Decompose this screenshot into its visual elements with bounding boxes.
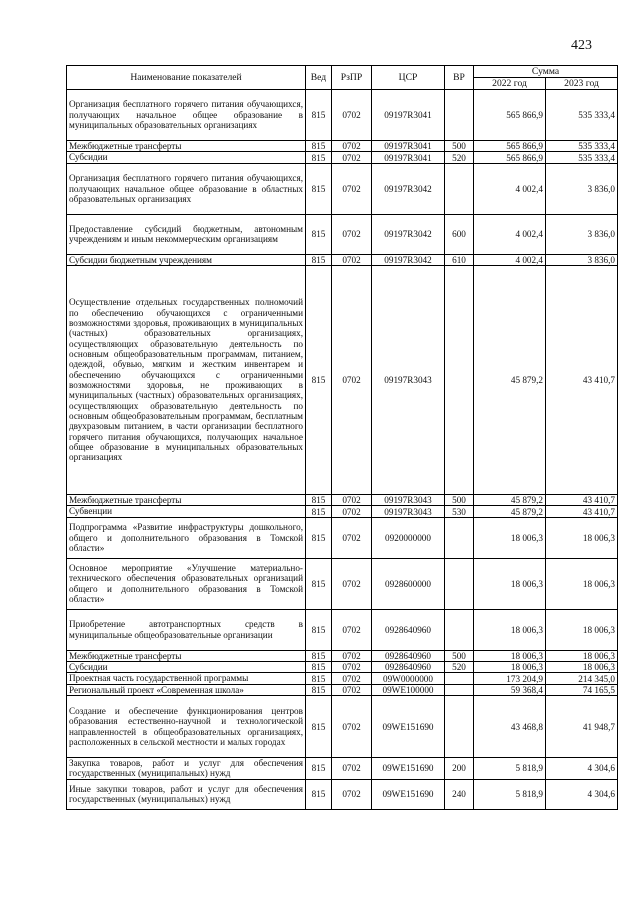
row-csr-cell: 09W0000000: [372, 673, 445, 684]
row-vr-cell: 520: [445, 662, 474, 673]
row-amount-2022: 5 818,9: [474, 779, 546, 809]
row-ved-cell: 815: [306, 758, 332, 780]
row-amount-2022: 43 468,8: [474, 696, 546, 758]
table-row: [67, 141, 618, 152]
row-amount-2022: 18 006,3: [474, 558, 546, 609]
row-vr-cell: 200: [445, 758, 474, 780]
row-vr-cell: 610: [445, 254, 474, 265]
row-rzpr-cell: 0702: [332, 506, 372, 517]
row-csr-cell: 09197R3042: [372, 254, 445, 265]
row-vr-cell: [445, 90, 474, 141]
row-name-cell: Субсидии бюджетным учреждениям: [67, 254, 306, 265]
row-amount-2022: 45 879,2: [474, 495, 546, 506]
row-ved-cell: 815: [306, 214, 332, 254]
row-name-cell: Предоставление субсидий бюджетным, автономным учреждениям и иным некоммерческим организациям: [67, 214, 306, 254]
header-rzpr: РзПР: [332, 66, 372, 90]
row-vr-cell: 500: [445, 495, 474, 506]
row-csr-cell: 09197R3043: [372, 266, 445, 495]
row-csr-cell: 0920000000: [372, 517, 445, 558]
table-row: [67, 266, 618, 495]
row-amount-2022: 45 879,2: [474, 266, 546, 495]
row-ved-cell: 815: [306, 650, 332, 661]
row-vr-cell: 600: [445, 214, 474, 254]
header-name: Наименование показателей: [67, 66, 306, 90]
row-csr-cell: 0928600000: [372, 558, 445, 609]
row-ved-cell: 815: [306, 662, 332, 673]
header-year-2023: 2023 год: [546, 78, 618, 90]
row-name-cell: Региональный проект «Современная школа»: [67, 684, 306, 695]
row-amount-2022: 45 879,2: [474, 506, 546, 517]
row-csr-cell: 09WE151690: [372, 758, 445, 780]
row-name-cell: Основное мероприятие «Улучшение материально-технического обеспечения образовательных организаций общего и дополнительного образования в Томской области»: [67, 558, 306, 609]
row-name-cell: Проектная часть государственной программы: [67, 673, 306, 684]
header-csr: ЦСР: [372, 66, 445, 90]
row-amount-2023: 18 006,3: [546, 650, 618, 661]
row-rzpr-cell: 0702: [332, 90, 372, 141]
row-amount-2023: 43 410,7: [546, 506, 618, 517]
row-csr-cell: 09197R3041: [372, 90, 445, 141]
row-amount-2023: 535 333,4: [546, 152, 618, 163]
row-csr-cell: 09WE100000: [372, 684, 445, 695]
row-amount-2022: 565 866,9: [474, 152, 546, 163]
row-amount-2022: 4 002,4: [474, 163, 546, 214]
row-ved-cell: 815: [306, 266, 332, 495]
budget-table: [66, 65, 618, 810]
row-ved-cell: 815: [306, 152, 332, 163]
row-amount-2022: 4 002,4: [474, 214, 546, 254]
table-row: [67, 758, 618, 780]
table-row: [67, 495, 618, 506]
row-name-cell: Межбюджетные трансферты: [67, 650, 306, 661]
row-vr-cell: 500: [445, 141, 474, 152]
row-csr-cell: 0928640960: [372, 650, 445, 661]
table-row: [67, 673, 618, 684]
row-amount-2023: 4 304,6: [546, 758, 618, 780]
row-ved-cell: 815: [306, 254, 332, 265]
table-row: [67, 779, 618, 809]
row-vr-cell: [445, 684, 474, 695]
row-rzpr-cell: 0702: [332, 517, 372, 558]
row-rzpr-cell: 0702: [332, 141, 372, 152]
header-vr: ВР: [445, 66, 474, 90]
row-rzpr-cell: 0702: [332, 609, 372, 650]
row-rzpr-cell: 0702: [332, 779, 372, 809]
table-row: [67, 696, 618, 758]
row-name-cell: Субвенции: [67, 506, 306, 517]
row-vr-cell: [445, 266, 474, 495]
row-rzpr-cell: 0702: [332, 495, 372, 506]
row-name-cell: Межбюджетные трансферты: [67, 141, 306, 152]
row-csr-cell: 09WE151690: [372, 696, 445, 758]
row-csr-cell: 09197R3043: [372, 495, 445, 506]
table-row: [67, 517, 618, 558]
row-amount-2023: 18 006,3: [546, 517, 618, 558]
row-rzpr-cell: 0702: [332, 650, 372, 661]
row-name-cell: Организация бесплатного горячего питания обучающихся, получающих начальное общее образование в муниципальных образовательных организациях: [67, 90, 306, 141]
row-amount-2023: 3 836,0: [546, 254, 618, 265]
table-row: [67, 684, 618, 695]
row-amount-2022: 565 866,9: [474, 141, 546, 152]
row-amount-2023: 18 006,3: [546, 558, 618, 609]
page-number: 423: [571, 38, 592, 53]
row-ved-cell: 815: [306, 495, 332, 506]
row-ved-cell: 815: [306, 609, 332, 650]
row-amount-2023: 74 165,5: [546, 684, 618, 695]
row-name-cell: Осуществление отдельных государственных полномочий по обеспечению обучающихся с ограниченными возможностями здоровья, проживающих в муниципальных (частных) образовательных организациях, осуществляющих образовательную деятельность по основным общеобразовательным программам, питанием, одеждой, обувью, мягким и жестким инвентарем и обеспечению обучающихся с ограниченными возможностями здоровья, не проживающих в муниципальных (частных) образовательных организациях, осуществляющих образовательную деятельность по основным общеобразовательным программам, бесплатным двухразовым питанием, в части организации бесплатного горячего питания обучающихся, получающих начальное общее образование в муниципальных образовательных организациях: [67, 266, 306, 495]
row-name-cell: Субсидии: [67, 662, 306, 673]
header-year-2022: 2022 год: [474, 78, 546, 90]
row-amount-2023: 214 345,0: [546, 673, 618, 684]
row-vr-cell: 500: [445, 650, 474, 661]
row-amount-2023: 41 948,7: [546, 696, 618, 758]
row-rzpr-cell: 0702: [332, 163, 372, 214]
row-name-cell: Субсидии: [67, 152, 306, 163]
row-rzpr-cell: 0702: [332, 214, 372, 254]
row-ved-cell: 815: [306, 163, 332, 214]
table-row: [67, 254, 618, 265]
table-row: [67, 214, 618, 254]
row-rzpr-cell: 0702: [332, 152, 372, 163]
row-name-cell: Создание и обеспечение функционирования центров образования естественно-научной и технологической направленностей в общеобразовательных организациях, расположенных в сельской местности и малых городах: [67, 696, 306, 758]
row-rzpr-cell: 0702: [332, 662, 372, 673]
row-name-cell: Закупка товаров, работ и услуг для обеспечения государственных (муниципальных) нужд: [67, 758, 306, 780]
row-amount-2023: 43 410,7: [546, 266, 618, 495]
row-vr-cell: [445, 696, 474, 758]
row-amount-2022: 59 368,4: [474, 684, 546, 695]
row-ved-cell: 815: [306, 779, 332, 809]
row-rzpr-cell: 0702: [332, 758, 372, 780]
row-csr-cell: 09197R3042: [372, 214, 445, 254]
row-vr-cell: 520: [445, 152, 474, 163]
row-amount-2023: 4 304,6: [546, 779, 618, 809]
row-rzpr-cell: 0702: [332, 696, 372, 758]
row-amount-2022: 18 006,3: [474, 662, 546, 673]
row-vr-cell: [445, 558, 474, 609]
row-vr-cell: [445, 609, 474, 650]
row-name-cell: Приобретение автотранспортных средств в муниципальные общеобразовательные организации: [67, 609, 306, 650]
row-vr-cell: 530: [445, 506, 474, 517]
row-amount-2023: 3 836,0: [546, 214, 618, 254]
table-row: [67, 163, 618, 214]
table-row: [67, 506, 618, 517]
row-csr-cell: 0928640960: [372, 609, 445, 650]
row-amount-2022: 173 204,9: [474, 673, 546, 684]
row-amount-2022: 18 006,3: [474, 517, 546, 558]
row-vr-cell: [445, 673, 474, 684]
row-amount-2023: 3 836,0: [546, 163, 618, 214]
row-vr-cell: 240: [445, 779, 474, 809]
row-rzpr-cell: 0702: [332, 266, 372, 495]
row-name-cell: Подпрограмма «Развитие инфраструктуры дошкольного, общего и дополнительного образования в Томской области»: [67, 517, 306, 558]
row-csr-cell: 0928640960: [372, 662, 445, 673]
row-amount-2023: 535 333,4: [546, 141, 618, 152]
header-ved: Вед: [306, 66, 332, 90]
row-name-cell: Иные закупки товаров, работ и услуг для обеспечения государственных (муниципальных) нужд: [67, 779, 306, 809]
row-amount-2023: 18 006,3: [546, 662, 618, 673]
row-name-cell: Межбюджетные трансферты: [67, 495, 306, 506]
row-ved-cell: 815: [306, 558, 332, 609]
row-csr-cell: 09WE151690: [372, 779, 445, 809]
row-ved-cell: 815: [306, 684, 332, 695]
row-amount-2022: 18 006,3: [474, 609, 546, 650]
row-ved-cell: 815: [306, 696, 332, 758]
row-amount-2022: 4 002,4: [474, 254, 546, 265]
row-amount-2022: 18 006,3: [474, 650, 546, 661]
row-ved-cell: 815: [306, 517, 332, 558]
row-rzpr-cell: 0702: [332, 558, 372, 609]
row-amount-2023: 18 006,3: [546, 609, 618, 650]
table-row: [67, 90, 618, 141]
row-amount-2023: 535 333,4: [546, 90, 618, 141]
row-ved-cell: 815: [306, 673, 332, 684]
row-amount-2022: 5 818,9: [474, 758, 546, 780]
row-vr-cell: [445, 517, 474, 558]
row-ved-cell: 815: [306, 506, 332, 517]
row-amount-2022: 565 866,9: [474, 90, 546, 141]
table-row: [67, 152, 618, 163]
table-row: [67, 650, 618, 661]
row-csr-cell: 09197R3041: [372, 141, 445, 152]
row-ved-cell: 815: [306, 90, 332, 141]
table-row: [67, 609, 618, 650]
row-vr-cell: [445, 163, 474, 214]
row-csr-cell: 09197R3042: [372, 163, 445, 214]
row-rzpr-cell: 0702: [332, 673, 372, 684]
table-row: [67, 558, 618, 609]
row-csr-cell: 09197R3041: [372, 152, 445, 163]
header-sum: Сумма: [474, 66, 618, 78]
table-row: [67, 662, 618, 673]
row-rzpr-cell: 0702: [332, 684, 372, 695]
row-rzpr-cell: 0702: [332, 254, 372, 265]
row-ved-cell: 815: [306, 141, 332, 152]
row-csr-cell: 09197R3043: [372, 506, 445, 517]
row-name-cell: Организация бесплатного горячего питания обучающихся, получающих начальное общее образование в областных образовательных организациях: [67, 163, 306, 214]
row-amount-2023: 43 410,7: [546, 495, 618, 506]
